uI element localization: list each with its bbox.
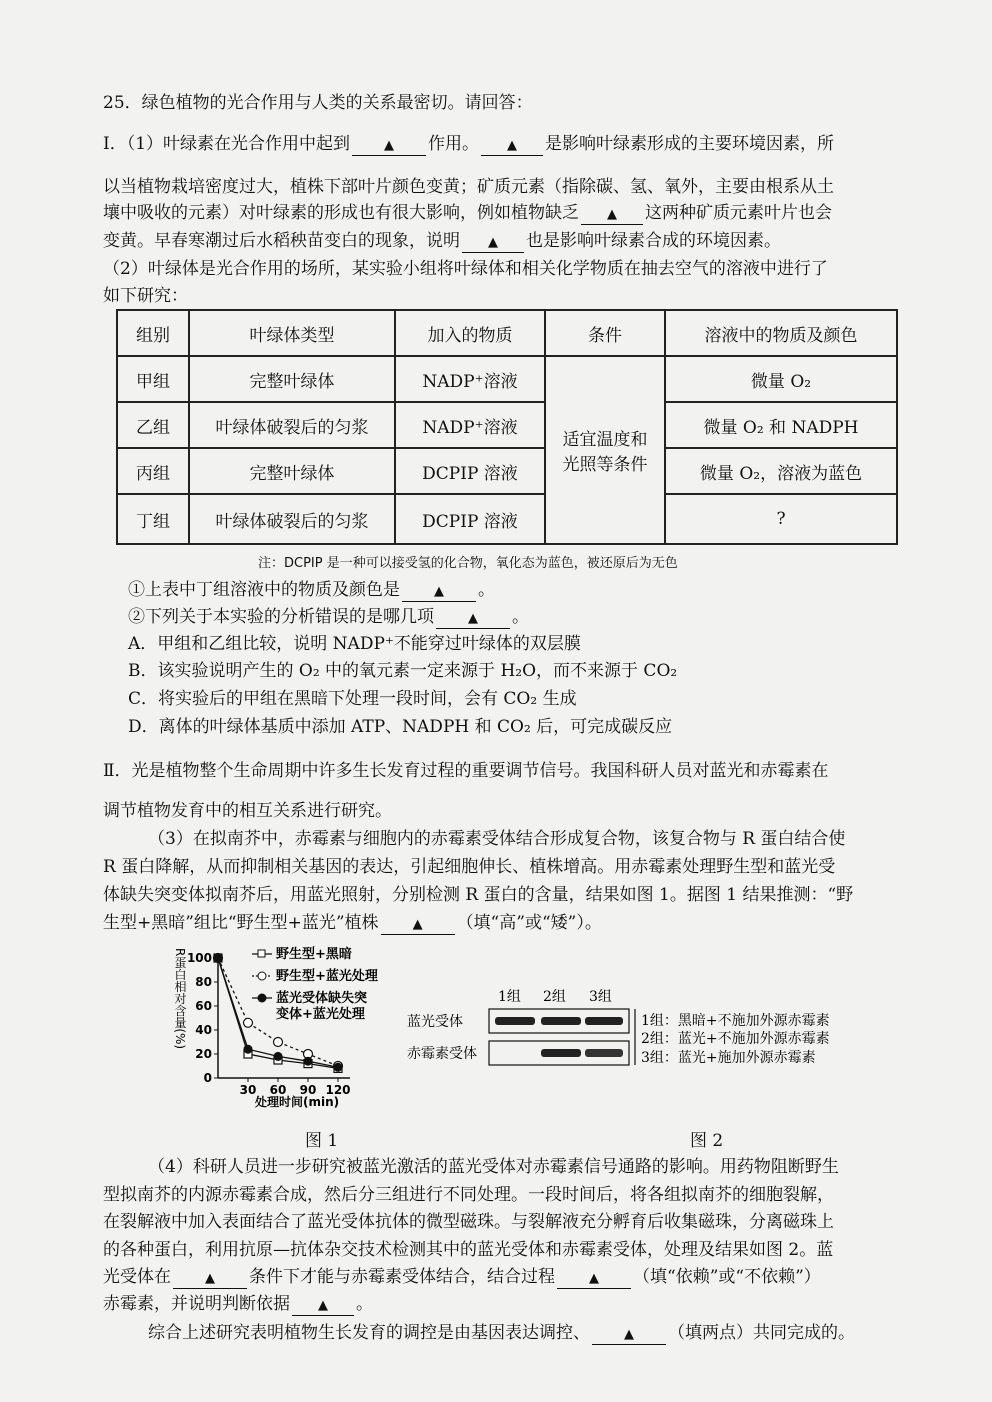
legend-label: 野生型+黑暗	[276, 947, 352, 962]
question-title: 25．绿色植物的光合作用与人类的关系最密切。请回答：	[103, 93, 533, 113]
table-cell: 丁组	[117, 494, 189, 544]
table-row	[117, 402, 897, 448]
para-2: 以当植物栽培密度过大，植株下部叶片颜色变黄；矿质元素（指除碳、氢、氧外，主要由根系从土	[103, 177, 834, 197]
para-4: 变黄。早春寒潮过后水稻秧苗变白的现象，说明 ▲ 也是影响叶绿素合成的环境因素。	[103, 231, 781, 251]
option-b: B．该实验说明产生的 O₂ 中的氧元素一定来源于 H₂O，而不来源于 CO₂	[128, 661, 678, 681]
para-9: （3）在拟南芥中，赤霉素与细胞内的赤霉素受体结合形成复合物，该复合物与 R 蛋白结合使	[148, 829, 846, 849]
condition-cell: 适宜温度和 光照等条件	[545, 356, 665, 544]
answer-blank[interactable]: ▲	[173, 1270, 247, 1289]
para-19: 综合上述研究表明植物生长发育的调控是由基因表达调控、 ▲ （填两点）共同完成的。	[148, 1323, 855, 1343]
para-6: 如下研究：	[103, 286, 188, 306]
answer-blank[interactable]: ▲	[557, 1270, 631, 1289]
legend-marker-circle	[258, 972, 266, 980]
data-point	[304, 1057, 313, 1066]
para-8: 调节植物发育中的相互关系进行研究。	[103, 801, 392, 821]
table-header: 溶液中的物质及颜色	[665, 310, 897, 356]
table-row	[117, 356, 897, 402]
row-label: 赤霉素受体	[407, 1046, 477, 1062]
figure-2-blot	[405, 985, 875, 1075]
table-header: 叶绿体类型	[189, 310, 395, 356]
x-tick-label: 120	[325, 1083, 351, 1097]
blot-band	[585, 1017, 623, 1025]
blot-band	[541, 1017, 581, 1025]
table-cell: NADP⁺溶液	[395, 356, 545, 402]
table-row	[117, 448, 897, 494]
table-cell: 乙组	[117, 402, 189, 448]
table-note: 注：DCPIP 是一种可以接受氢的化合物，氧化态为蓝色，被还原后为无色	[258, 556, 678, 571]
answer-blank[interactable]: ▲	[481, 137, 543, 156]
figure-2-caption: 图 2	[690, 1131, 724, 1151]
x-tick-label: 30	[239, 1083, 257, 1097]
x-axis-label: 处理时间(min)	[255, 1095, 340, 1109]
table-cell: 丙组	[117, 448, 189, 494]
table-cell: 完整叶绿体	[189, 448, 395, 494]
blot-band	[495, 1017, 535, 1025]
table-header: 组别	[117, 310, 189, 356]
data-point	[274, 1052, 283, 1061]
table-cell: 叶绿体破裂后的匀浆	[189, 402, 395, 448]
data-point	[274, 1038, 283, 1047]
y-tick-label: 100	[186, 951, 212, 965]
table-header: 加入的物质	[395, 310, 545, 356]
table-cell: 微量 O₂	[665, 356, 897, 402]
x-tick-label: 90	[299, 1083, 317, 1097]
blot-band	[585, 1049, 623, 1057]
sub-question-2: ②下列关于本实验的分析错误的是哪几项 ▲ 。	[128, 607, 529, 627]
x-tick-label: 60	[269, 1083, 287, 1097]
data-point	[244, 1045, 253, 1054]
legend-marker-square	[258, 950, 265, 957]
row-label: 蓝光受体	[407, 1014, 463, 1030]
y-ticks	[187, 951, 218, 1085]
para-13: （4）科研人员进一步研究被蓝光激活的蓝光受体对赤霉素信号通路的影响。用药物阻断野生	[148, 1157, 839, 1177]
para-17: 光受体在 ▲ 条件下才能与赤霉素受体结合，结合过程 ▲ （填“依赖”或“不依赖”）	[103, 1267, 821, 1287]
group-legend: 2组：蓝光+不施加外源赤霉素	[641, 1031, 830, 1047]
answer-blank[interactable]: ▲	[352, 137, 426, 156]
y-tick-label: 60	[195, 999, 212, 1013]
sub-question-1: ①上表中丁组溶液中的物质及颜色是 ▲ 。	[128, 580, 495, 600]
y-tick-label: 20	[195, 1047, 212, 1061]
answer-blank[interactable]: ▲	[402, 583, 476, 602]
para-15: 在裂解液中加入表面结合了蓝光受体抗体的微型磁珠。与裂解液充分孵育后收集磁珠，分离磁珠上	[103, 1212, 834, 1232]
para-14: 型拟南芥的内源赤霉素合成，然后分三组进行不同处理。一段时间后，将各组拟南芥的细胞裂解，	[103, 1185, 834, 1205]
table-cell: ?	[665, 494, 897, 544]
para-1: Ⅰ．（1）叶绿素在光合作用中起到 ▲ 作用。 ▲ 是影响叶绿素形成的主要环境因素，所	[103, 134, 835, 154]
y-tick-label: 0	[203, 1071, 212, 1085]
para-16: 的各种蛋白，利用抗原—抗体杂交技术检测其中的蓝光受体和赤霉素受体，处理及结果如图 2。蓝	[103, 1240, 834, 1260]
group-legend: 1组：黑暗+不施加外源赤霉素	[641, 1013, 830, 1029]
answer-blank[interactable]: ▲	[292, 1297, 354, 1316]
group-legend: 3组：蓝光+施加外源赤霉素	[641, 1050, 816, 1066]
para-3: 壤中吸收的元素）对叶绿素的形成也有很大影响，例如植物缺乏 ▲ 这两种矿质元素叶片也会	[103, 203, 832, 223]
lane-label: 3组	[589, 989, 612, 1005]
option-c: C．将实验后的甲组在黑暗下处理一段时间，会有 CO₂ 生成	[128, 689, 577, 709]
blot-band	[541, 1049, 581, 1057]
para-11: 体缺失突变体拟南芥后，用蓝光照射，分别检测 R 蛋白的含量，结果如图 1。据图 1 结果推测：“野	[103, 885, 854, 905]
table-cell: 甲组	[117, 356, 189, 402]
para-5: （2）叶绿体是光合作用的场所，某实验小组将叶绿体和相关化学物质在抽去空气的溶液中进行了	[103, 259, 828, 279]
legend-label: 变体+蓝光处理	[276, 1007, 365, 1022]
y-tick-label: 40	[195, 1023, 212, 1037]
table-cell: 微量 O₂ 和 NADPH	[665, 402, 897, 448]
experiment-table	[116, 309, 898, 545]
table-cell: 完整叶绿体	[189, 356, 395, 402]
answer-blank[interactable]: ▲	[581, 206, 643, 225]
para-12: 生型+黑暗”组比“野生型+蓝光”植株 ▲ （填“高”或“矮”）。	[103, 913, 602, 933]
legend-label: 野生型+蓝光处理	[276, 969, 378, 984]
figure-1-legend	[250, 944, 410, 1024]
table-cell: 叶绿体破裂后的匀浆	[189, 494, 395, 544]
lane-label: 2组	[543, 989, 566, 1005]
figure-1-caption: 图 1	[305, 1131, 339, 1151]
table-header-row	[117, 310, 897, 356]
table-header: 条件	[545, 310, 665, 356]
option-d: D．离体的叶绿体基质中添加 ATP、NADPH 和 CO₂ 后，可完成碳反应	[128, 717, 673, 737]
data-point	[214, 954, 223, 963]
legend-label: 蓝光受体缺失突	[276, 991, 368, 1006]
data-point	[334, 1063, 343, 1072]
para-7: Ⅱ．光是植物整个生命周期中许多生长发育过程的重要调节信号。我国科研人员对蓝光和赤霉素在	[103, 761, 829, 781]
lane-label: 1组	[498, 989, 521, 1005]
table-cell: DCPIP 溶液	[395, 494, 545, 544]
para-18: 赤霉素，并说明判断依据 ▲ 。	[103, 1294, 373, 1314]
para-10: R 蛋白降解，从而抑制相关基因的表达，引起细胞伸长、植株增高。用赤霉素处理野生型和蓝光受	[103, 857, 836, 877]
answer-blank[interactable]: ▲	[592, 1326, 666, 1345]
table-row	[117, 494, 897, 544]
option-a: A．甲组和乙组比较，说明 NADP⁺不能穿过叶绿体的双层膜	[128, 634, 581, 654]
answer-blank[interactable]: ▲	[462, 234, 524, 253]
table-cell: 微量 O₂，溶液为蓝色	[665, 448, 897, 494]
table-cell: DCPIP 溶液	[395, 448, 545, 494]
table-cell: NADP⁺溶液	[395, 402, 545, 448]
y-axis-label: R蛋白相对含量(%)	[173, 948, 187, 1050]
answer-blank[interactable]: ▲	[436, 610, 510, 629]
answer-blank[interactable]: ▲	[381, 916, 455, 935]
y-tick-label: 80	[195, 975, 212, 989]
legend-marker-dot	[258, 994, 267, 1003]
